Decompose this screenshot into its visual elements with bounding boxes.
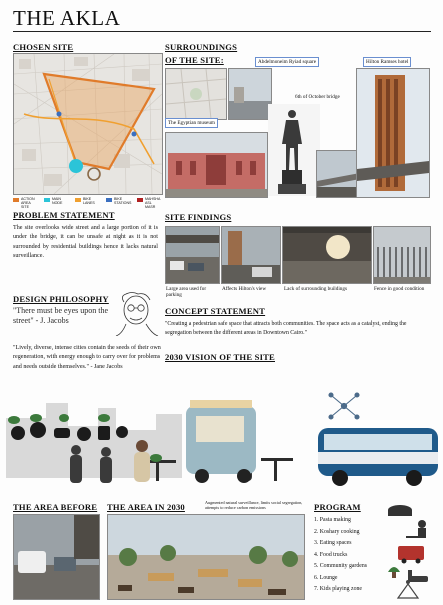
bridge-photo bbox=[316, 150, 361, 198]
person-sketch-icon bbox=[112, 292, 162, 336]
program-item: 4. Food trucks bbox=[314, 551, 348, 558]
before-heading: THE AREA BEFORE bbox=[13, 502, 98, 512]
finding-photo-parking bbox=[165, 226, 220, 284]
before-photo bbox=[13, 514, 100, 600]
program-item: 2. Koshary cooking bbox=[314, 528, 360, 535]
legend-swatch bbox=[137, 198, 143, 202]
hilton-photo bbox=[356, 68, 430, 198]
legend-label: MAIN NODE bbox=[52, 197, 63, 206]
program-item: 5. Community gardens bbox=[314, 563, 367, 569]
legend-label: MAHSHA ASL MASR bbox=[145, 197, 161, 210]
caption-parking: Large area used for parking bbox=[166, 286, 207, 299]
program-item: 7. Kids playing zone bbox=[314, 586, 362, 592]
legend-label: ACTION AREA SITE bbox=[21, 197, 35, 210]
philosophy-text: "Lively, diverse, intense cities contain the seeds of their own regeneration, with energy enough to carry over for problems and needs outside themselves." - Jane Jacobs bbox=[13, 345, 161, 370]
program-list bbox=[314, 515, 378, 596]
surroundings-map bbox=[165, 68, 227, 120]
program-item: 1. Pasta making bbox=[314, 517, 351, 523]
after-heading: THE AREA IN 2030 bbox=[107, 502, 185, 512]
label-egyptian-museum: The Egyptian museum bbox=[165, 118, 218, 128]
caption-hilton-view: Affects Hilton's view bbox=[222, 286, 267, 292]
legend-item bbox=[106, 197, 132, 210]
program-item: 3. Eating spaces bbox=[314, 540, 352, 546]
chosen-site-heading: CHOSEN SITE bbox=[13, 42, 74, 52]
legend-swatch bbox=[44, 198, 50, 202]
program-item: 6. Lounge bbox=[314, 574, 338, 581]
vision-heading: 2030 VISION OF THE SITE bbox=[165, 352, 275, 362]
surroundings-subheading: OF THE SITE: bbox=[165, 55, 224, 65]
square-photo bbox=[228, 68, 272, 120]
legend-item bbox=[44, 197, 70, 210]
vision-collage bbox=[6, 378, 438, 488]
caption-surrounding-buildings: Lack of surrounding buildings bbox=[284, 286, 347, 292]
finding-photo-hilton bbox=[221, 226, 281, 284]
legend-item bbox=[13, 197, 39, 210]
legend-swatch bbox=[75, 198, 81, 202]
legend-label: BIKE LANES bbox=[83, 197, 95, 206]
site-map bbox=[13, 53, 163, 195]
legend-label: BIKE STATIONS bbox=[114, 197, 132, 206]
after-note: Augmented natural surveillance, limits social segregation, attempts to reduce carbon emissions bbox=[205, 500, 303, 510]
site-legend bbox=[13, 197, 163, 211]
legend-item bbox=[137, 197, 163, 210]
museum-photo bbox=[165, 132, 268, 198]
label-hilton-ramses: Hilton Ramses hotel bbox=[363, 57, 411, 67]
caption-fence: Fence in good condition bbox=[374, 286, 425, 292]
food-truck-icon bbox=[186, 400, 256, 483]
concept-text: "Creating a pedestrian safe space that attracts both communities. The space acts as a catalyst, ending the segregation between the different areas in Downtown Cairo." bbox=[165, 321, 407, 336]
garden-icon bbox=[388, 567, 400, 578]
label-october-bridge: 6th of October bridge bbox=[295, 94, 340, 100]
label-abdelmoneim-square: Abdelmoneim Ryiad square bbox=[255, 57, 319, 67]
after-render bbox=[107, 514, 305, 600]
legend-swatch bbox=[106, 198, 112, 202]
problem-heading: PROBLEM STATEMENT bbox=[13, 210, 115, 220]
food-truck-icon bbox=[398, 546, 424, 564]
statue-photo bbox=[268, 104, 320, 196]
surroundings-heading: SURROUNDINGS bbox=[165, 42, 238, 52]
finding-photo-buildings bbox=[282, 226, 372, 284]
program-heading: PROGRAM bbox=[314, 502, 361, 512]
pot-icon bbox=[388, 505, 412, 516]
meeting-point-icon bbox=[329, 393, 359, 419]
kids-play-icon bbox=[398, 580, 418, 598]
program-icons bbox=[378, 500, 434, 600]
lounge-icon bbox=[408, 570, 428, 582]
concept-heading: CONCEPT STATEMENT bbox=[165, 306, 266, 316]
page-title: THE AKLA bbox=[13, 6, 121, 30]
philosophy-heading: DESIGN PHILOSOPHY bbox=[13, 294, 109, 304]
finding-photo-fence bbox=[373, 226, 431, 284]
cooking-icon bbox=[406, 520, 426, 538]
findings-heading: SITE FINDINGS bbox=[165, 212, 232, 222]
legend-item bbox=[75, 197, 101, 210]
problem-text: The site overlooks wide street and a large portion of it is under the bridge, it can be unsafe at night as it is not surrounded by residential buildings hence it lacks natural surveillance. bbox=[13, 225, 158, 259]
philosophy-quote: "There must be eyes upon the street" - J. Jacobs bbox=[13, 306, 109, 325]
title-underline bbox=[13, 31, 431, 32]
legend-swatch bbox=[13, 198, 19, 202]
